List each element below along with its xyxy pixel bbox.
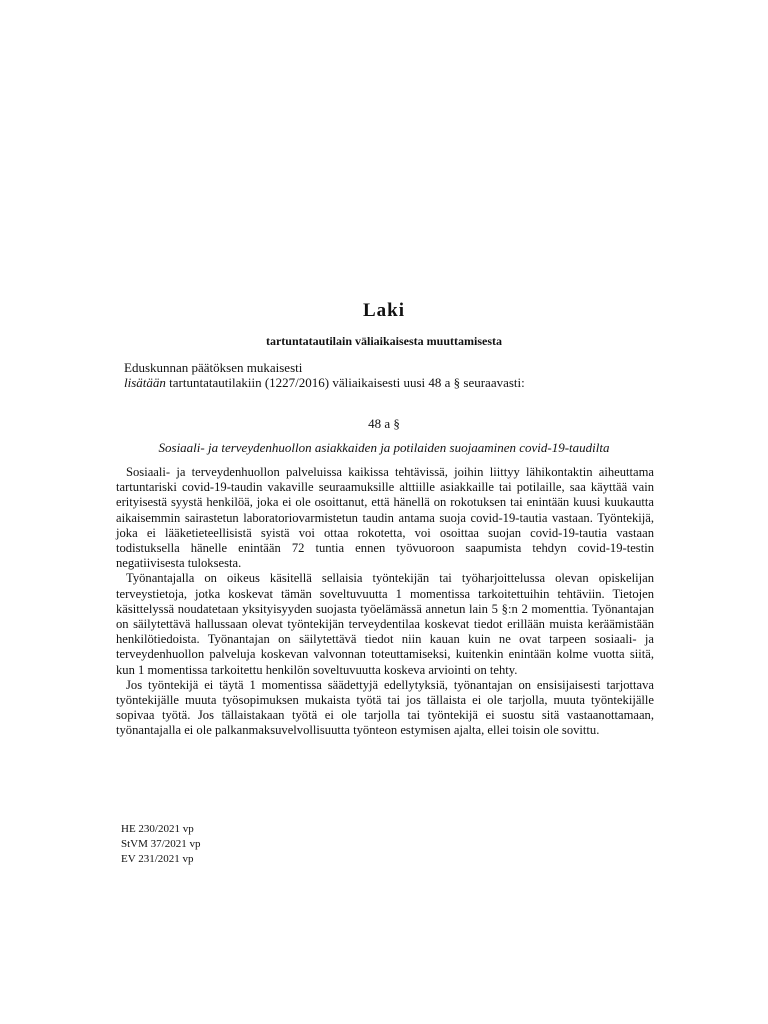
preamble-italic-verb: lisätään	[124, 375, 166, 390]
section-body	[116, 465, 654, 739]
preamble-line-2	[124, 375, 654, 390]
preamble	[124, 360, 654, 390]
law-title: Laki	[362, 300, 406, 321]
paragraph-2: Työnantajalla on oikeus käsitellä sellaisia työntekijän tai työharjoittelussa olevan opiskelijan terveystietoja, jotka koskevat tämän soveltuvuutta 1 momentissa tarkoitettuihin tehtäviin. Tietojen käsittelyssä noudatetaan yksityisyyden suojasta työelämässä annetun lain 5 §:n 2 momenttia. Työnantajan on säilytettävä hallussaan olevat työntekijän terveydentilaa koskevat tiedot erillään muista keräämistään henkilötiedoista. Työnantajan on säilytettävä tiedot niin kauan kuin ne ovat tarpeen sosiaali- ja terveydenhuollon palveluja koskevan valvonnan toteuttamiseksi, kuitenkin enintään kolme vuotta siitä, kun 1 momentissa tarkoitettu henkilön soveltuvuutta koskeva arviointi on tehty.	[116, 571, 654, 677]
reference-stvm: StVM 37/2021 vp	[121, 838, 201, 850]
reference-ev: EV 231/2021 vp	[121, 853, 194, 865]
reference-he: HE 230/2021 vp	[121, 823, 194, 835]
section-number: 48 a §	[368, 416, 400, 431]
law-subtitle: tartuntatautilain väliaikaisesta muuttamisesta	[265, 334, 502, 348]
paragraph-3: Jos työntekijä ei täytä 1 momentissa säädettyjä edellytyksiä, työnantajan on ensisijaisesti tarjottava työntekijälle muuta työsopimuksen mukaista työtä tai jos tällaista ei ole tarjolla, muuta työntekijälle sopivaa työtä. Jos tällaistakaan työtä ei ole tarjolla tai työntekijä ei suostu sitä vastaanottamaan, työnantajalla ei ole palkanmaksuvelvollisuutta työnteon estymisen ajalta, ellei toisin ole sovittu.	[116, 677, 654, 738]
legislative-references	[121, 822, 200, 867]
preamble-line-1: Eduskunnan päätöksen mukaisesti	[124, 360, 303, 375]
section-heading: Sosiaali- ja terveydenhuollon asiakkaiden ja potilaiden suojaaminen covid-19-taudilta	[158, 440, 610, 455]
preamble-line-2-rest: tartuntatautilakiin (1227/2016) väliaikaisesti uusi 48 a § seuraavasti:	[165, 375, 525, 390]
paragraph-1: Sosiaali- ja terveydenhuollon palveluissa kaikissa tehtävissä, joihin liittyy lähikontaktin aiheuttama tartuntariski covid-19-taudin vakaville seuraamuksille alttiille asiakkaille tai potilaille, saa käyttää vain erityisestä syystä henkilöä, joka ei ole osoittanut, että hänellä on rokotuksen tai enintään kuusi kuukautta aikaisemmin sairastetun laboratoriovarmistetun taudin antama suoja covid-19-tautia vastaan. Työntekijä, joka ei lääketieteellisistä syistä voi ottaa rokotetta, voi osoittaa suojan covid-19-tautia vastaan todistuksella hänelle enintään 72 tuntia ennen työvuoroon saapumista tehdyn covid-19-testin negatiivisesta tuloksesta.	[116, 465, 654, 571]
